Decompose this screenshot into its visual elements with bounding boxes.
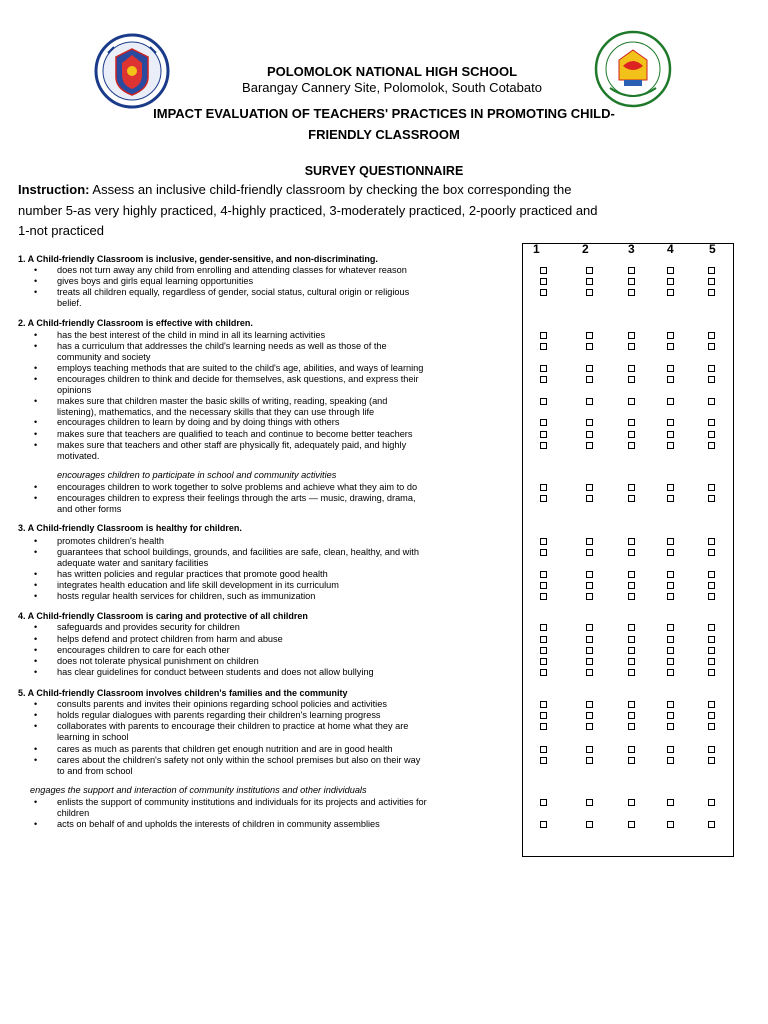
bullet-icon: •	[34, 429, 38, 439]
survey-item-line: has a curriculum that addresses the child's learning needs as well as those of the	[57, 341, 387, 351]
rating-checkbox-1[interactable]	[540, 582, 547, 589]
rating-checkbox-4[interactable]	[667, 376, 674, 383]
bullet-icon: •	[34, 547, 38, 557]
rating-checkbox-2[interactable]	[586, 495, 593, 502]
bullet-icon: •	[34, 797, 38, 807]
survey-item-line: gives boys and girls equal learning opportunities	[57, 276, 254, 286]
rating-checkbox-2[interactable]	[586, 289, 593, 296]
section-heading-2: 2. A Child-friendly Classroom is effective with children.	[18, 318, 253, 328]
bullet-icon: •	[34, 569, 38, 579]
survey-title: SURVEY QUESTIONNAIRE	[304, 164, 464, 178]
rating-checkbox-5[interactable]	[708, 376, 715, 383]
rating-checkbox-3[interactable]	[628, 799, 635, 806]
rating-checkbox-1[interactable]	[540, 442, 547, 449]
rating-checkbox-4[interactable]	[667, 332, 674, 339]
bullet-icon: •	[34, 591, 38, 601]
survey-item-text	[57, 493, 517, 514]
rating-checkbox-3[interactable]	[628, 712, 635, 719]
rating-checkbox-3[interactable]	[628, 278, 635, 285]
survey-item-text	[57, 699, 517, 710]
rating-checkbox-3[interactable]	[628, 701, 635, 708]
rating-checkbox-4[interactable]	[667, 365, 674, 372]
rating-checkbox-5[interactable]	[708, 799, 715, 806]
rating-checkbox-4[interactable]	[667, 267, 674, 274]
rating-checkbox-2[interactable]	[586, 343, 593, 350]
rating-checkbox-3[interactable]	[628, 484, 635, 491]
bullet-icon: •	[34, 341, 38, 351]
rating-checkbox-3[interactable]	[628, 821, 635, 828]
rating-checkbox-1[interactable]	[540, 669, 547, 676]
survey-item-text	[57, 396, 517, 417]
rating-checkbox-3[interactable]	[628, 538, 635, 545]
rating-checkbox-2[interactable]	[586, 669, 593, 676]
rating-checkbox-3[interactable]	[628, 431, 635, 438]
bullet-icon: •	[34, 536, 38, 546]
survey-item-text	[57, 482, 517, 493]
survey-item-line: holds regular dialogues with parents regarding their children's learning progress	[57, 710, 381, 720]
rating-checkbox-1[interactable]	[540, 484, 547, 491]
survey-item-text	[57, 363, 517, 374]
rating-checkbox-5[interactable]	[708, 647, 715, 654]
rating-checkbox-1[interactable]	[540, 495, 547, 502]
rating-checkbox-2[interactable]	[586, 712, 593, 719]
survey-item-text	[57, 580, 517, 591]
section-heading-4: 4. A Child-friendly Classroom is caring and protective of all children	[18, 611, 308, 621]
bullet-icon: •	[34, 645, 38, 655]
survey-item-line: children	[57, 807, 90, 818]
rating-checkbox-3[interactable]	[628, 746, 635, 753]
rating-checkbox-4[interactable]	[667, 746, 674, 753]
rating-checkbox-1[interactable]	[540, 658, 547, 665]
bullet-icon: •	[34, 744, 38, 754]
survey-item-line: safeguards and provides security for children	[57, 622, 240, 632]
survey-item-line: listening), mathematics, and the necessary skills that they can use through life	[57, 406, 375, 417]
survey-item-text	[57, 622, 517, 633]
rating-checkbox-4[interactable]	[667, 398, 674, 405]
bullet-icon: •	[34, 656, 38, 666]
rating-checkbox-5[interactable]	[708, 442, 715, 449]
bullet-icon: •	[34, 493, 38, 503]
rating-checkbox-4[interactable]	[667, 571, 674, 578]
survey-item-line: does not tolerate physical punishment on children	[57, 656, 259, 666]
survey-item-line: helps defend and protect children from harm and abuse	[57, 634, 283, 644]
rating-checkbox-2[interactable]	[586, 582, 593, 589]
rating-checkbox-4[interactable]	[667, 419, 674, 426]
rating-checkbox-3[interactable]	[628, 636, 635, 643]
rating-checkbox-1[interactable]	[540, 278, 547, 285]
rating-checkbox-5[interactable]	[708, 267, 715, 274]
survey-item-line: hosts regular health services for children, such as immunization	[57, 591, 316, 601]
rating-checkbox-5[interactable]	[708, 289, 715, 296]
survey-item-line: cares about the children's safety not only within the school premises but also on their way	[57, 755, 421, 765]
rating-checkbox-5[interactable]	[708, 332, 715, 339]
survey-item-text	[57, 341, 517, 362]
rating-checkbox-4[interactable]	[667, 799, 674, 806]
rating-checkbox-3[interactable]	[628, 343, 635, 350]
rating-checkbox-4[interactable]	[667, 484, 674, 491]
rating-checkbox-5[interactable]	[708, 712, 715, 719]
rating-checkbox-3[interactable]	[628, 723, 635, 730]
bullet-icon: •	[34, 440, 38, 450]
bullet-icon: •	[34, 667, 38, 677]
rating-checkbox-2[interactable]	[586, 419, 593, 426]
survey-item-line: cares as much as parents that children get enough nutrition and are in good health	[57, 744, 393, 754]
rating-checkbox-4[interactable]	[667, 647, 674, 654]
survey-item-text	[57, 547, 517, 568]
rating-checkbox-5[interactable]	[708, 723, 715, 730]
bullet-icon: •	[34, 330, 38, 340]
survey-item-line: belief.	[57, 297, 82, 308]
rating-checkbox-1[interactable]	[540, 723, 547, 730]
rating-checkbox-5[interactable]	[708, 343, 715, 350]
rating-checkbox-2[interactable]	[586, 799, 593, 806]
rating-checkbox-1[interactable]	[540, 821, 547, 828]
survey-item-line: enlists the support of community institutions and individuals for its projects and activities for	[57, 797, 427, 807]
bullet-icon: •	[34, 699, 38, 709]
rating-checkbox-5[interactable]	[708, 593, 715, 600]
survey-item-text	[57, 744, 517, 755]
rating-checkbox-2[interactable]	[586, 431, 593, 438]
school-name: POLOMOLOK NATIONAL HIGH SCHOOL	[266, 64, 518, 79]
rating-checkbox-4[interactable]	[667, 582, 674, 589]
survey-item-text	[57, 417, 517, 428]
rating-checkbox-4[interactable]	[667, 723, 674, 730]
rating-checkbox-2[interactable]	[586, 365, 593, 372]
rating-checkbox-3[interactable]	[628, 419, 635, 426]
bullet-icon: •	[34, 265, 38, 275]
survey-item-text	[57, 667, 517, 678]
rating-checkbox-4[interactable]	[667, 431, 674, 438]
survey-item-text	[57, 429, 517, 440]
rating-checkbox-3[interactable]	[628, 593, 635, 600]
rating-checkbox-2[interactable]	[586, 746, 593, 753]
rating-checkbox-4[interactable]	[667, 495, 674, 502]
rating-checkbox-5[interactable]	[708, 701, 715, 708]
rating-checkbox-4[interactable]	[667, 636, 674, 643]
bullet-icon: •	[34, 482, 38, 492]
survey-item-line: acts on behalf of and upholds the interests of children in community assemblies	[57, 819, 380, 829]
school-address: Barangay Cannery Site, Polomolok, South Cotabato	[242, 80, 542, 95]
rating-checkbox-5[interactable]	[708, 419, 715, 426]
rating-checkbox-5[interactable]	[708, 821, 715, 828]
survey-item-text	[57, 656, 517, 667]
rating-checkbox-3[interactable]	[628, 647, 635, 654]
bullet-icon: •	[34, 276, 38, 286]
document-title-line-2: FRIENDLY CLASSROOM	[308, 127, 460, 142]
instruction-line-3: 1-not practiced	[18, 223, 104, 238]
rating-checkbox-2[interactable]	[586, 821, 593, 828]
rating-checkbox-5[interactable]	[708, 658, 715, 665]
rating-checkbox-3[interactable]	[628, 376, 635, 383]
rating-checkbox-2[interactable]	[586, 701, 593, 708]
rating-checkbox-2[interactable]	[586, 484, 593, 491]
survey-item-line: promotes children's health	[57, 536, 164, 546]
survey-item-line: encourages children to think and decide for themselves, ask questions, and express their	[57, 374, 419, 384]
rating-checkbox-3[interactable]	[628, 495, 635, 502]
rating-checkbox-2[interactable]	[586, 571, 593, 578]
section-heading-3: 3. A Child-friendly Classroom is healthy for children.	[18, 523, 242, 533]
section-note: encourages children to participate in school and community activities	[57, 470, 337, 480]
survey-item-line: adequate water and sanitary facilities	[57, 557, 209, 568]
survey-item-text	[57, 645, 517, 656]
rating-checkbox-4[interactable]	[667, 624, 674, 631]
rating-checkbox-1[interactable]	[540, 712, 547, 719]
rating-checkbox-1[interactable]	[540, 419, 547, 426]
rating-checkbox-5[interactable]	[708, 549, 715, 556]
survey-item-text	[57, 755, 517, 776]
document-title-line-1: IMPACT EVALUATION OF TEACHERS' PRACTICES IN PROMOTING CHILD-	[153, 106, 615, 121]
survey-item-text	[57, 330, 517, 341]
instruction-text	[18, 180, 648, 242]
rating-header-4: 4	[667, 242, 674, 256]
rating-checkbox-5[interactable]	[708, 278, 715, 285]
rating-header-3: 3	[628, 242, 635, 256]
bullet-icon: •	[34, 622, 38, 632]
survey-item-text	[57, 721, 517, 742]
rating-checkbox-1[interactable]	[540, 636, 547, 643]
rating-checkbox-3[interactable]	[628, 669, 635, 676]
rating-checkbox-4[interactable]	[667, 669, 674, 676]
rating-checkbox-3[interactable]	[628, 571, 635, 578]
survey-item-text	[57, 710, 517, 721]
rating-checkbox-5[interactable]	[708, 636, 715, 643]
rating-checkbox-2[interactable]	[586, 757, 593, 764]
survey-item-line: integrates health education and life skill development in its curriculum	[57, 580, 339, 590]
rating-checkbox-4[interactable]	[667, 658, 674, 665]
survey-item-line: encourages children to care for each other	[57, 645, 230, 655]
rating-checkbox-1[interactable]	[540, 757, 547, 764]
rating-checkbox-2[interactable]	[586, 332, 593, 339]
rating-checkbox-3[interactable]	[628, 365, 635, 372]
bullet-icon: •	[34, 634, 38, 644]
survey-item-line: guarantees that school buildings, grounds, and facilities are safe, clean, healthy, and with	[57, 547, 419, 557]
rating-checkbox-5[interactable]	[708, 669, 715, 676]
rating-checkbox-5[interactable]	[708, 582, 715, 589]
rating-checkbox-3[interactable]	[628, 332, 635, 339]
rating-checkbox-2[interactable]	[586, 636, 593, 643]
survey-item-text	[57, 536, 517, 547]
rating-checkbox-2[interactable]	[586, 624, 593, 631]
bullet-icon: •	[34, 710, 38, 720]
bullet-icon: •	[34, 363, 38, 373]
rating-checkbox-2[interactable]	[586, 267, 593, 274]
rating-checkbox-2[interactable]	[586, 549, 593, 556]
rating-checkbox-1[interactable]	[540, 571, 547, 578]
survey-item-line: has written policies and regular practices that promote good health	[57, 569, 328, 579]
rating-checkbox-1[interactable]	[540, 332, 547, 339]
survey-item-line: has clear guidelines for conduct between students and does not allow bullying	[57, 667, 374, 677]
survey-item-text	[57, 287, 517, 308]
rating-checkbox-3[interactable]	[628, 757, 635, 764]
survey-item-line: learning in school	[57, 731, 129, 742]
rating-checkbox-1[interactable]	[540, 593, 547, 600]
rating-checkbox-5[interactable]	[708, 538, 715, 545]
rating-checkbox-1[interactable]	[540, 398, 547, 405]
rating-checkbox-1[interactable]	[540, 289, 547, 296]
rating-checkbox-1[interactable]	[540, 746, 547, 753]
rating-checkbox-5[interactable]	[708, 431, 715, 438]
rating-checkbox-1[interactable]	[540, 647, 547, 654]
rating-checkbox-4[interactable]	[667, 289, 674, 296]
rating-checkbox-4[interactable]	[667, 538, 674, 545]
rating-checkbox-1[interactable]	[540, 549, 547, 556]
rating-checkbox-3[interactable]	[628, 442, 635, 449]
rating-checkbox-1[interactable]	[540, 799, 547, 806]
rating-checkbox-3[interactable]	[628, 289, 635, 296]
survey-item-line: does not turn away any child from enrolling and attending classes for whatever reason	[57, 265, 407, 275]
rating-checkbox-2[interactable]	[586, 658, 593, 665]
rating-checkbox-4[interactable]	[667, 549, 674, 556]
rating-checkbox-1[interactable]	[540, 431, 547, 438]
rating-checkbox-5[interactable]	[708, 624, 715, 631]
section-note: engages the support and interaction of community institutions and other individuals	[30, 785, 367, 795]
survey-item-line: collaborates with parents to encourage their children to practice at home what they are	[57, 721, 409, 731]
rating-checkbox-3[interactable]	[628, 624, 635, 631]
survey-item-line: community and society	[57, 351, 151, 362]
survey-item-line: employs teaching methods that are suited to the child's age, abilities, and ways of learning	[57, 363, 424, 373]
bullet-icon: •	[34, 580, 38, 590]
rating-checkbox-2[interactable]	[586, 593, 593, 600]
rating-checkbox-3[interactable]	[628, 398, 635, 405]
survey-item-line: motivated.	[57, 450, 100, 461]
survey-item-line: makes sure that teachers are qualified to teach and continue to become better teachers	[57, 429, 413, 439]
survey-item-line: encourages children to learn by doing and by doing things with others	[57, 417, 340, 427]
rating-header-1: 1	[533, 242, 540, 256]
instruction-line-2: number 5-as very highly practiced, 4-highly practiced, 3-moderately practiced, 2-poorly practiced and	[18, 202, 598, 218]
rating-checkbox-4[interactable]	[667, 442, 674, 449]
rating-checkbox-5[interactable]	[708, 365, 715, 372]
rating-checkbox-1[interactable]	[540, 267, 547, 274]
survey-item-text	[57, 569, 517, 580]
rating-checkbox-5[interactable]	[708, 746, 715, 753]
bullet-icon: •	[34, 819, 38, 829]
bullet-icon: •	[34, 374, 38, 384]
rating-checkbox-5[interactable]	[708, 571, 715, 578]
survey-item-line: consults parents and invites their opinions regarding school policies and activities	[57, 699, 387, 709]
survey-item-text	[57, 276, 517, 287]
rating-checkbox-2[interactable]	[586, 647, 593, 654]
survey-item-text	[57, 440, 517, 461]
rating-checkbox-3[interactable]	[628, 658, 635, 665]
section-heading-1: 1. A Child-friendly Classroom is inclusive, gender-sensitive, and non-discriminating.	[18, 254, 378, 264]
rating-checkbox-2[interactable]	[586, 278, 593, 285]
bullet-icon: •	[34, 721, 38, 731]
survey-item-line: makes sure that children master the basic skills of writing, reading, speaking (and	[57, 396, 388, 406]
bullet-icon: •	[34, 417, 38, 427]
survey-item-line: encourages children to work together to solve problems and achieve what they aim to do	[57, 482, 418, 492]
rating-checkbox-4[interactable]	[667, 343, 674, 350]
survey-item-text	[57, 819, 517, 830]
rating-header-2: 2	[582, 242, 589, 256]
section-heading-5: 5. A Child-friendly Classroom involves children's families and the community	[18, 688, 348, 698]
rating-checkbox-1[interactable]	[540, 624, 547, 631]
rating-checkbox-5[interactable]	[708, 398, 715, 405]
survey-item-text	[57, 591, 517, 602]
instruction-label: Instruction:	[18, 182, 90, 197]
rating-checkbox-5[interactable]	[708, 757, 715, 764]
rating-checkbox-4[interactable]	[667, 278, 674, 285]
rating-checkbox-4[interactable]	[667, 757, 674, 764]
rating-checkbox-3[interactable]	[628, 549, 635, 556]
survey-item-line: and other forms	[57, 503, 122, 514]
rating-checkbox-4[interactable]	[667, 821, 674, 828]
rating-checkbox-4[interactable]	[667, 712, 674, 719]
rating-checkbox-2[interactable]	[586, 398, 593, 405]
rating-checkbox-3[interactable]	[628, 582, 635, 589]
bullet-icon: •	[34, 396, 38, 406]
bullet-icon: •	[34, 287, 38, 297]
survey-item-text	[57, 797, 517, 818]
rating-checkbox-1[interactable]	[540, 365, 547, 372]
survey-item-line: to and from school	[57, 765, 133, 776]
rating-checkbox-5[interactable]	[708, 495, 715, 502]
rating-checkbox-2[interactable]	[586, 723, 593, 730]
rating-checkbox-4[interactable]	[667, 593, 674, 600]
survey-item-text	[57, 634, 517, 645]
rating-checkbox-2[interactable]	[586, 538, 593, 545]
survey-item-text	[57, 265, 517, 276]
survey-item-line: has the best interest of the child in mind in all its learning activities	[57, 330, 326, 340]
bullet-icon: •	[34, 755, 38, 765]
instruction-line-1: Assess an inclusive child-friendly classroom by checking the box corresponding the	[89, 182, 572, 197]
survey-item-line: makes sure that teachers and other staff are physically fit, adequately paid, and highly	[57, 440, 407, 450]
rating-header-5: 5	[709, 242, 716, 256]
rating-checkbox-3[interactable]	[628, 267, 635, 274]
rating-checkbox-1[interactable]	[540, 376, 547, 383]
survey-item-line: treats all children equally, regardless of gender, social status, cultural origin or religious	[57, 287, 410, 297]
rating-checkbox-1[interactable]	[540, 701, 547, 708]
rating-checkbox-1[interactable]	[540, 538, 547, 545]
rating-checkbox-2[interactable]	[586, 376, 593, 383]
survey-item-line: opinions	[57, 384, 92, 395]
survey-item-text	[57, 374, 517, 395]
rating-checkbox-4[interactable]	[667, 701, 674, 708]
rating-checkbox-2[interactable]	[586, 442, 593, 449]
survey-item-line: encourages children to express their feelings through the arts — music, drawing, drama,	[57, 493, 416, 503]
rating-checkbox-1[interactable]	[540, 343, 547, 350]
rating-checkbox-5[interactable]	[708, 484, 715, 491]
